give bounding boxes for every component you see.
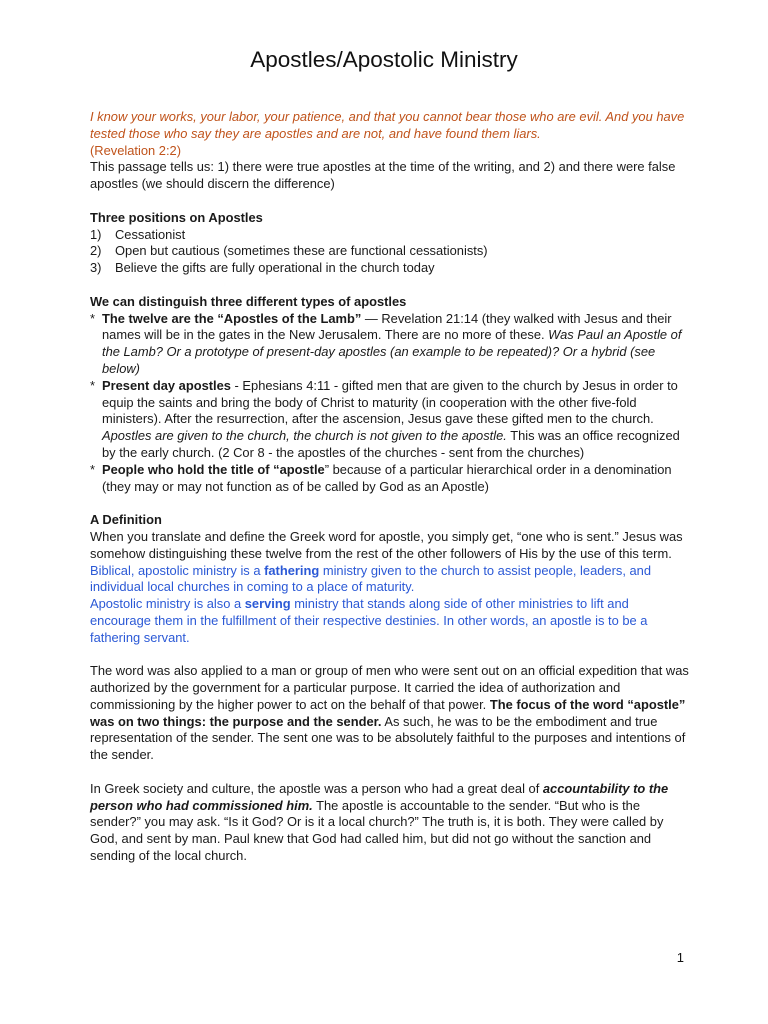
list-number: 3) [90, 260, 102, 276]
serving-text-start: Apostolic ministry is also a [90, 596, 245, 612]
expedition-text-end: As such, he was to be the embodiment and true representation of the sender. The sent one was to be absolutely faithful to the purposes and intentions of the sender. [90, 713, 686, 763]
definition-paragraph: When you translate and define the Greek word for apostle, you simply get, “one who is sent.” Jesus was somehow distinguishing these twelve from the rest of the other followers of His by the use of this term. [90, 528, 683, 561]
type-title: Present day apostles [102, 377, 231, 393]
fathering-paragraph [90, 563, 690, 597]
list-item [90, 227, 690, 244]
list-item-text: Open but cautious (sometimes these are functional cessationists) [115, 243, 488, 259]
list-item-text: Believe the gifts are fully operational in the church today [115, 260, 435, 276]
bullet-asterisk: * [90, 377, 96, 393]
types-heading: We can distinguish three different types of apostles [90, 293, 407, 309]
expedition-text-start: The word was also applied to a man or group of men who were sent out on an official expedition that was authorized by the government for a particular purpose. It carried the idea of authorization and commissioning by the higher power to act on the behalf of that power. [90, 663, 689, 712]
list-number: 1) [90, 226, 102, 242]
scripture-quote [90, 109, 690, 159]
serving-keyword: serving [244, 596, 291, 612]
greek-text-end: The apostle is accountable to the sender. “But who is the sender?” you may ask. “Is it God? Or is it a local church?” The truth is, it is both. They were called by God, and sent by man. Paul knew that God had called him, but did not go without the sanction and sending of the local church. [90, 797, 664, 864]
document-body [90, 109, 690, 865]
list-item [90, 462, 690, 496]
greek-emphasis: accountability to the person who had commissioned him. [90, 780, 669, 813]
type-text: ” because of a particular hierarchical order in a denomination (they may or may not function as of be called by God as an Apostle) [102, 461, 672, 494]
quote-reference: (Revelation 2:2) [90, 142, 181, 158]
expedition-emphasis: The focus of the word “apostle” was on two things: the purpose and the sender. [90, 696, 686, 729]
definition-heading: A Definition [90, 512, 162, 528]
type-text: - Ephesians 4:11 - gifted men that are given to the church by Jesus in order to equip the saints and bring the body of Christ to maturity (in cooperation with the other five-fold ministers). After the resurrection, after the ascension, Jesus gave these gifted men to the church. [102, 377, 678, 427]
fathering-keyword: fathering [264, 562, 320, 578]
page-title: Apostles/Apostolic Ministry [250, 47, 518, 72]
type-italic-note: Was Paul an Apostle of the Lamb? Or a prototype of present-day apostles (an example to be repeated)? Or a hybrid (see below) [102, 327, 682, 376]
type-italic-note: Apostles are given to the church, the church is not given to the apostle. [102, 428, 507, 444]
list-item [90, 260, 690, 277]
page-number: 1 [676, 950, 684, 965]
bullet-asterisk: * [90, 310, 96, 326]
list-number: 2) [90, 243, 102, 259]
type-text: — Revelation 21:14 (they walked with Jesus and their names will be in the gates in the New Jerusalem. There are no more of these. [102, 310, 672, 343]
fathering-text-start: Biblical, apostolic ministry is a [90, 562, 265, 578]
intro-paragraph: This passage tells us: 1) there were true apostles at the time of the writing, and 2) and there were false apostles (we should discern the difference) [90, 159, 676, 192]
greek-paragraph [90, 781, 690, 865]
expedition-paragraph [90, 663, 690, 764]
positions-heading: Three positions on Apostles [90, 209, 263, 225]
fathering-text-end: ministry given to the church to assist people, leaders, and individual local churches in coming to a place of maturity. [90, 562, 652, 595]
serving-text-end: ministry that stands along side of other ministries to lift and encourage them in the fulfillment of their respective destinies. In other words, an apostle is to be a fathering servant. [90, 596, 648, 645]
type-title: People who hold the title of “apostle [102, 461, 325, 477]
list-item [90, 243, 690, 260]
type-text-continued: This was an office recognized by the early church. (2 Cor 8 - the apostles of the churches - sent from the churches) [102, 428, 680, 460]
list-item [90, 378, 690, 462]
types-list [90, 311, 690, 496]
list-item-text: Cessationist [115, 226, 186, 242]
type-title: The twelve are the “Apostles of the Lamb” [102, 310, 362, 326]
greek-text-start: In Greek society and culture, the apostle was a person who had a great deal of [90, 780, 543, 796]
quote-text: I know your works, your labor, your patience, and that you cannot bear those who are evil. And you have tested those who say they are apostles and are not, and have found them liars. [90, 109, 685, 141]
positions-list [90, 227, 690, 277]
bullet-asterisk: * [90, 461, 96, 477]
serving-paragraph [90, 596, 690, 646]
list-item [90, 311, 690, 378]
